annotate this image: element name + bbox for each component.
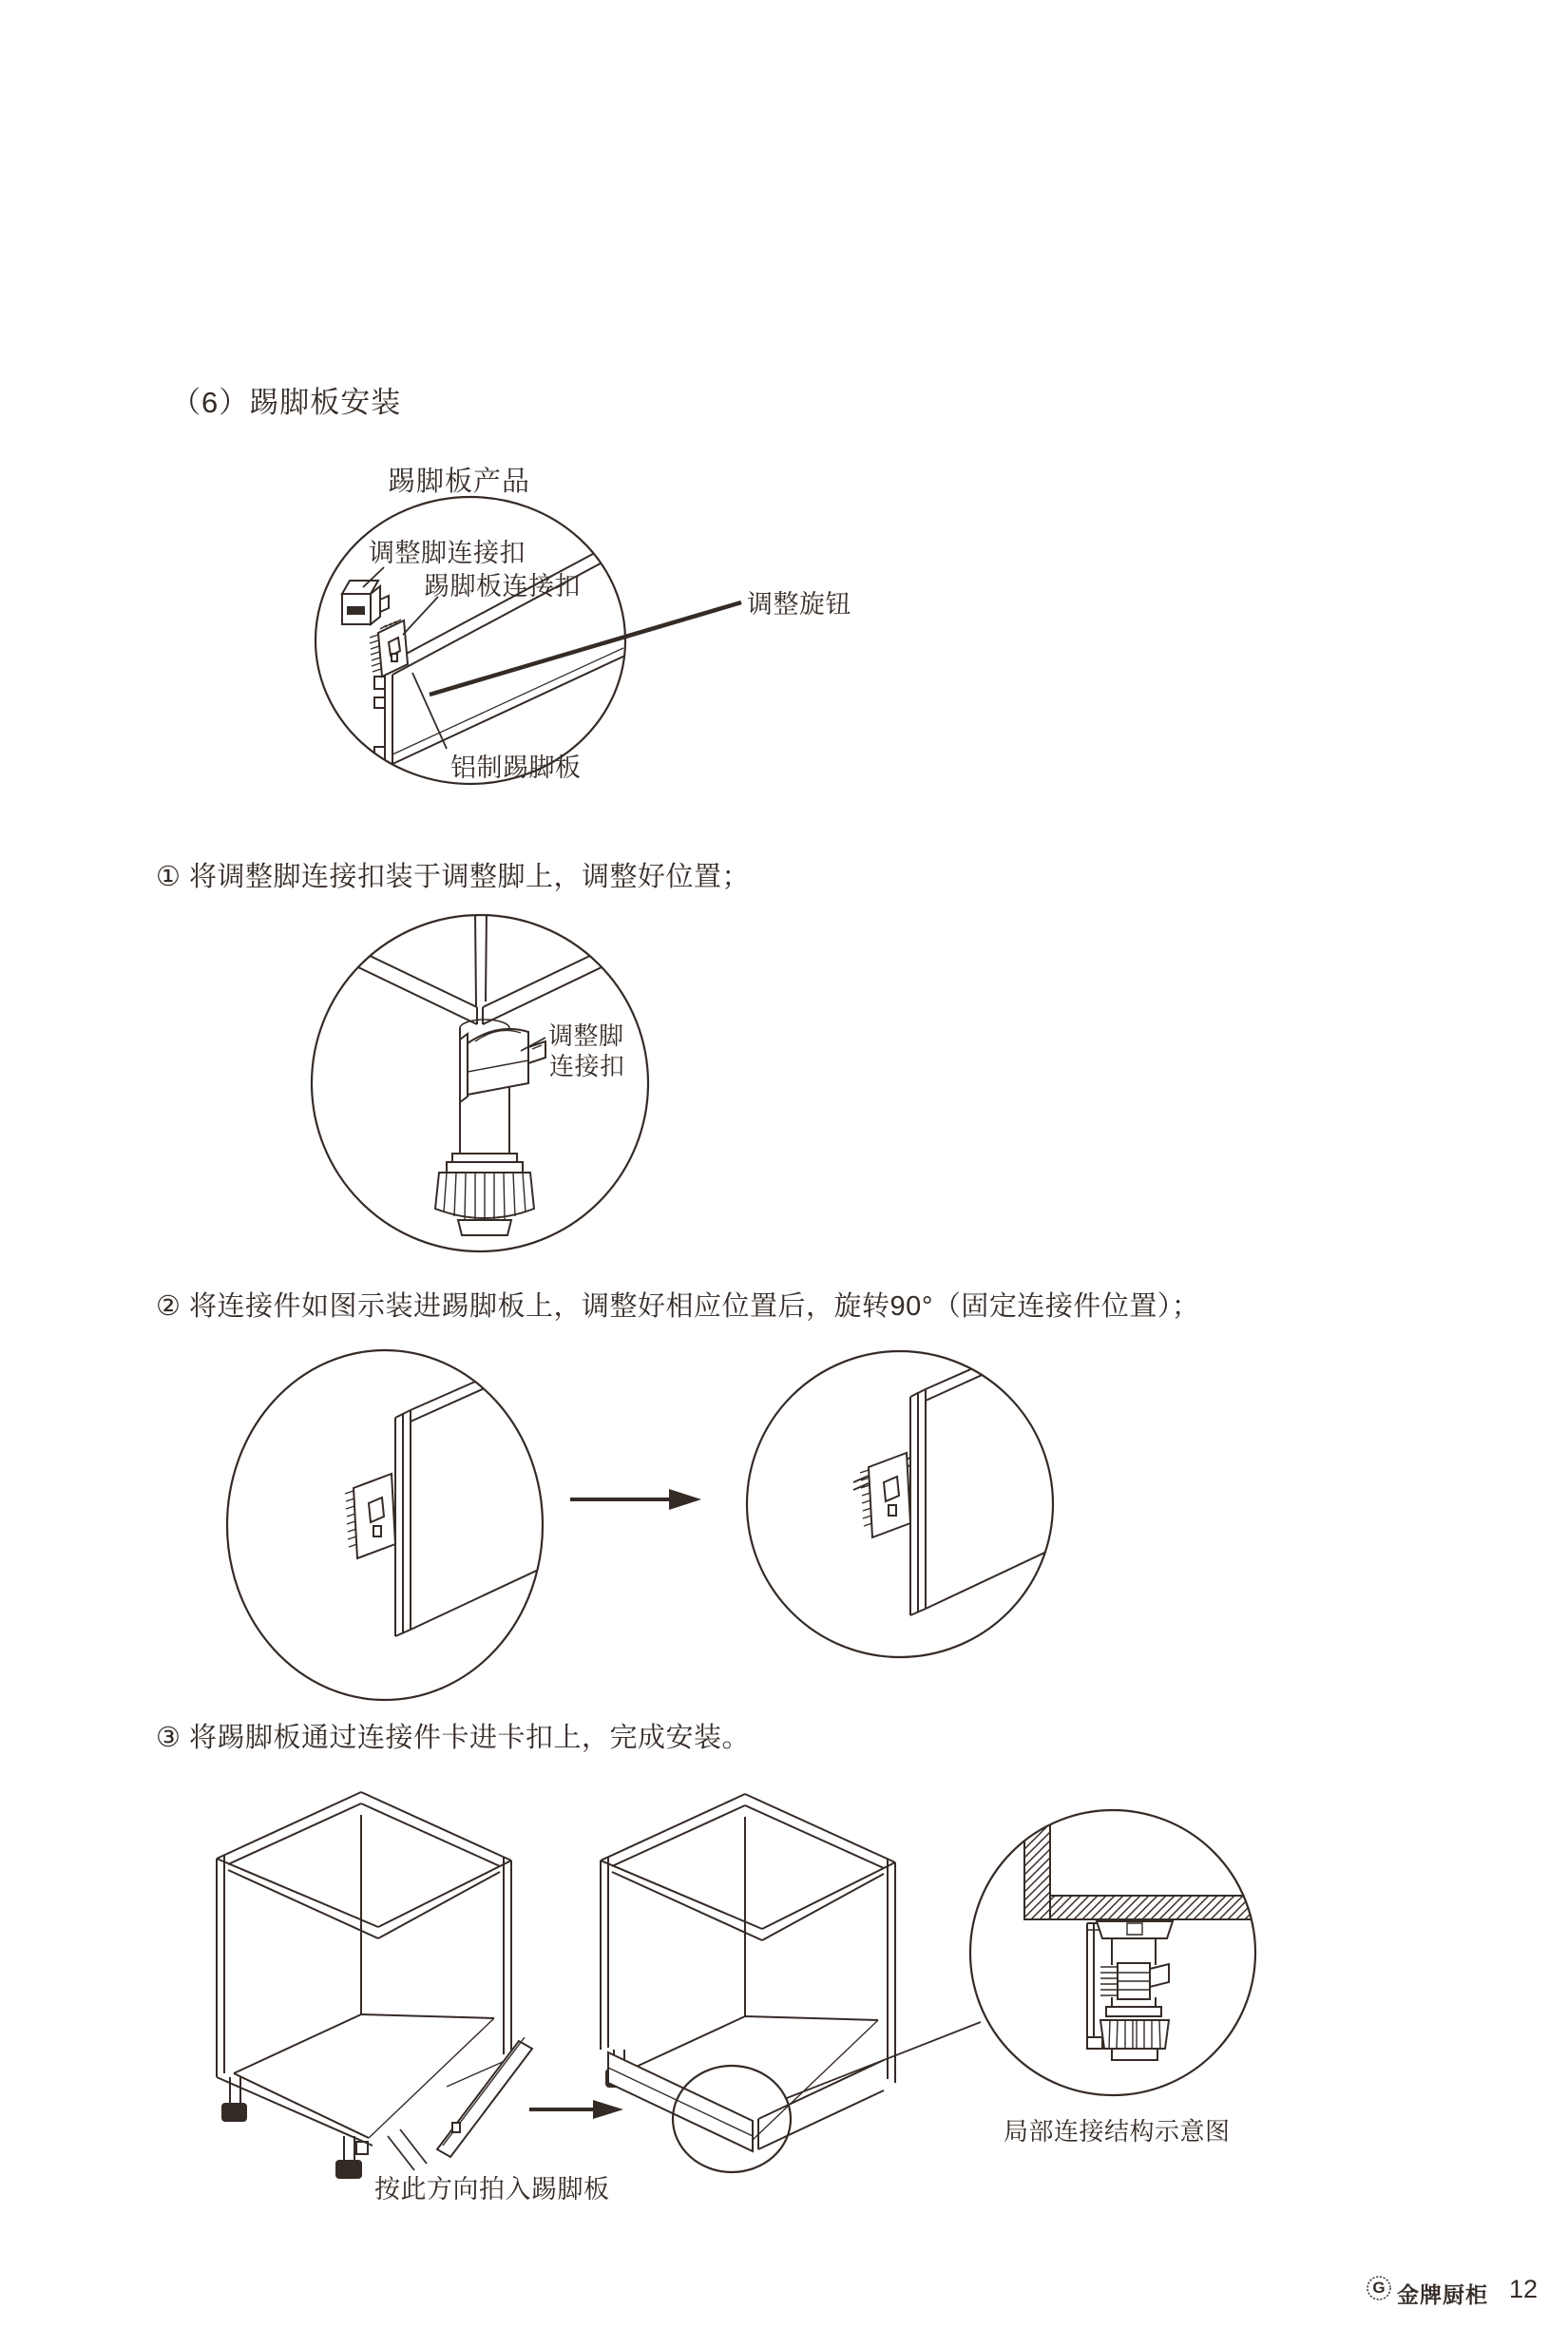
footer-brand: 金牌厨柜 bbox=[1397, 2282, 1488, 2307]
step2-diagram-art bbox=[217, 1344, 1081, 1719]
brand-logo-letter: G bbox=[1372, 2279, 1386, 2297]
step-2-text: ② 将连接件如图示装进踢脚板上，调整好相应位置后，旋转90°（固定连接件位置）； bbox=[156, 1291, 1200, 1322]
label-adjust-foot-clip-line2: 连接扣 bbox=[549, 1052, 625, 1080]
label-adjust-knob: 调整旋钮 bbox=[747, 590, 851, 619]
label-aluminum-kickboard: 铝制踢脚板 bbox=[450, 754, 582, 782]
label-adjust-foot-clip-line1: 调整脚 bbox=[548, 1021, 624, 1050]
product-diagram-title: 踢脚板产品 bbox=[388, 467, 531, 497]
footer-page-number: 12 bbox=[1509, 2275, 1539, 2303]
step-3-text: ③ 将踢脚板通过连接件卡进卡扣上，完成安装。 bbox=[156, 1723, 751, 1753]
step-1-text: ① 将调整脚连接扣装于调整脚上，调整好位置； bbox=[156, 862, 751, 892]
section-heading: （6）踢脚板安装 bbox=[171, 386, 402, 419]
label-adjust-foot-clip: 调整脚连接扣 bbox=[369, 539, 526, 567]
label-kickboard-clip: 踢脚板连接扣 bbox=[424, 572, 581, 601]
step1-diagram-art bbox=[304, 907, 660, 1264]
label-insert-direction: 按此方向拍入踢脚板 bbox=[374, 2175, 610, 2204]
label-detail-caption: 局部连接结构示意图 bbox=[1004, 2117, 1231, 2146]
